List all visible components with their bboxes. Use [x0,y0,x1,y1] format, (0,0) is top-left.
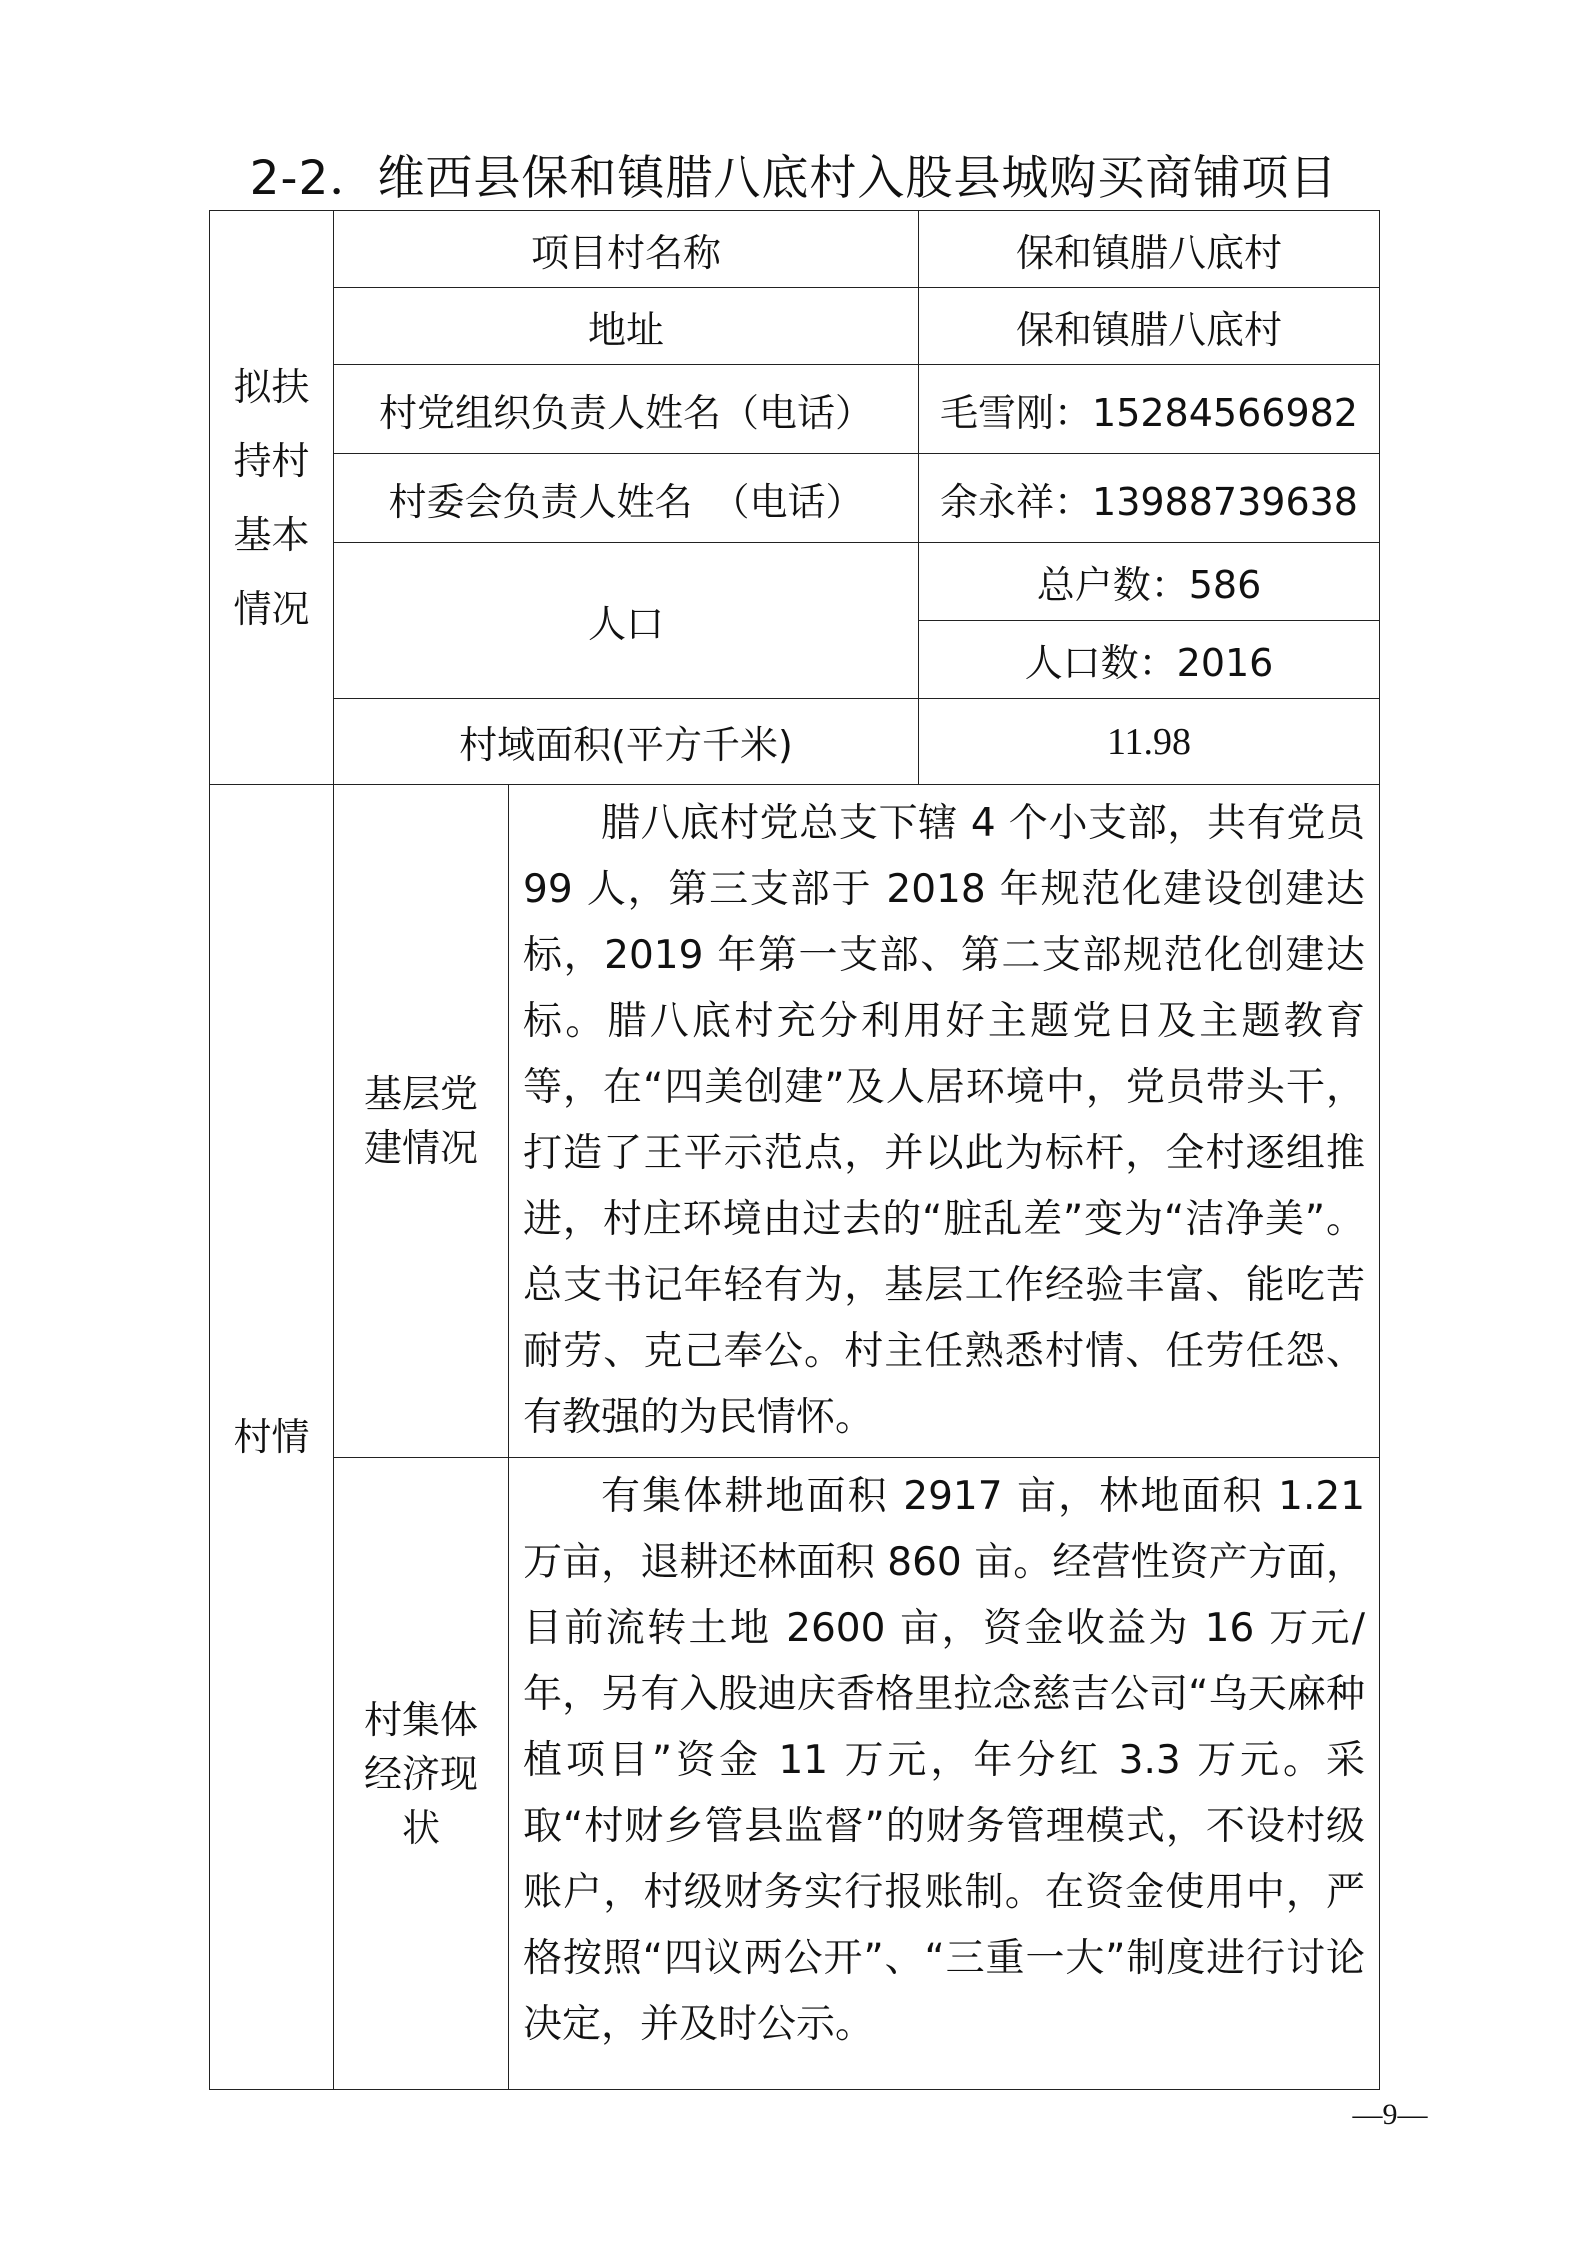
table-row [210,699,1380,785]
party-leader-label: 村党组织负责人姓名（电话） [334,365,919,454]
address-label: 地址 [334,288,919,365]
people-value: 人口数：2016 [919,621,1380,699]
party-building-label-text: 基层党建情况 [363,1072,478,1170]
village-situation-section-label: 村情 [210,785,334,2090]
committee-leader-value: 余永祥：13988739638 [919,454,1380,543]
collective-economy-label-text: 村集体经济现状 [363,1697,478,1850]
village-name-label: 项目村名称 [334,211,919,288]
collective-economy-text: 有集体耕地面积 2917 亩，林地面积 1.21 万亩，退耕还林面积 860 亩。经营性资产方面，目前流转土地 2600 亩，资金收益为 16 万元/年，另有入股迪庆香格里拉念慈吉公司“乌天麻种植项目”资金 11 万元，年分红 3.3 万元。采取“村财乡管县监督”的财务管理模式，不设村级账户，村级财务实行报账制。在资金使用中，严格按照“四议两公开”、“三重一大”制度进行讨论决定，并及时公示。 [509,1458,1380,2090]
area-label: 村域面积(平方千米) [334,699,919,785]
committee-leader-label: 村委会负责人姓名 （电话） [334,454,919,543]
population-label: 人口 [334,543,919,699]
table-row [210,288,1380,365]
households-value: 总户数：586 [919,543,1380,621]
table-row [210,211,1380,288]
table-row [210,543,1380,621]
page-number: —9— [1352,2098,1428,2131]
section-label-text: 拟扶持村基本情况 [233,364,310,631]
page-title: 2-2．维西县保和镇腊八底村入股县城购买商铺项目 [249,151,1338,206]
table-row [210,365,1380,454]
collective-economy-label [334,1458,509,2090]
table-row [210,454,1380,543]
party-leader-value: 毛雪刚：15284566982 [919,365,1380,454]
party-building-text: 腊八底村党总支下辖 4 个小支部，共有党员 99 人，第三支部于 2018 年规范化建设创建达标，2019 年第一支部、第二支部规范化创建达标。腊八底村充分利用好主题党日及主题教育等，在“四美创建”及人居环境中，党员带头干，打造了王平示范点，并以此为标杆，全村逐组推进，村庄环境由过去的“脏乱差”变为“洁净美”。总支书记年轻有为，基层工作经验丰富、能吃苦耐劳、克己奉公。村主任熟悉村情、任劳任怨、有教强的为民情怀。 [509,785,1380,1458]
basic-info-section-label [210,211,334,785]
table-row [210,1458,1380,2090]
project-info-table [209,210,1380,2090]
address-value: 保和镇腊八底村 [919,288,1380,365]
village-name-value: 保和镇腊八底村 [919,211,1380,288]
table-row [210,785,1380,1458]
area-value: 11.98 [919,699,1380,785]
party-building-label [334,785,509,1458]
